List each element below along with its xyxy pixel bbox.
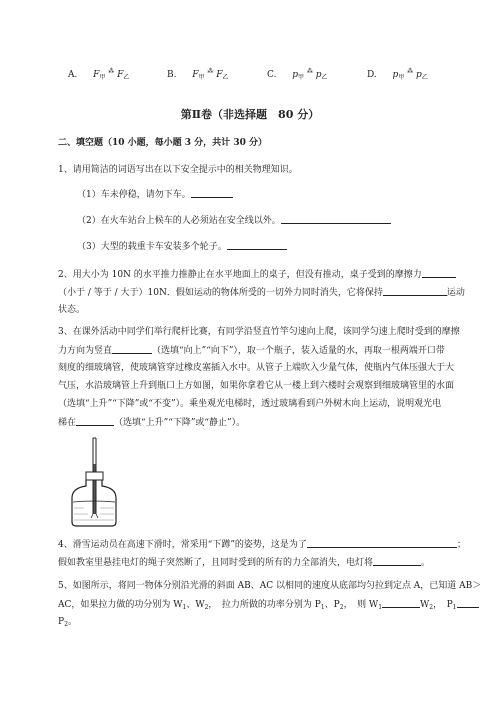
choice-var: p bbox=[292, 70, 298, 80]
choice-var: p bbox=[315, 70, 322, 80]
q5-text: ， P bbox=[433, 600, 453, 610]
answer-blank[interactable] bbox=[373, 556, 421, 566]
relation-symbol: ⁂ bbox=[207, 68, 214, 75]
q5-text: P bbox=[58, 617, 65, 627]
choice-var: p bbox=[392, 70, 399, 80]
subscript: 2 bbox=[64, 621, 68, 628]
q2-line-1 bbox=[58, 268, 456, 281]
answer-blank[interactable] bbox=[281, 214, 391, 224]
subscript: 1 bbox=[378, 604, 383, 611]
q3-line-5: （选填“上升”“下降”或“不变”）。乘坐观光电梯时，透过玻璃看到户外树木向上运动，说明观光电 bbox=[58, 399, 442, 409]
choice-subscript: 甲 bbox=[297, 74, 304, 81]
q5-line-3 bbox=[58, 616, 77, 631]
answer-blank[interactable] bbox=[382, 598, 420, 608]
subscript: 2 bbox=[339, 604, 344, 611]
q5-text: 。 bbox=[67, 617, 77, 627]
q3-line-1: 3、在课外活动中同学们举行爬杆比赛，有同学沿竖直竹竿匀速向上爬，该同学匀速上爬时受到的摩擦 bbox=[58, 327, 460, 337]
q4-text: ； bbox=[456, 540, 466, 550]
subscript: 1 bbox=[182, 604, 187, 611]
q1-item-1 bbox=[77, 188, 233, 201]
q5-text: ， 拉力所做的功率分别为 P bbox=[208, 600, 321, 610]
q3-text: （选填“上升”“下降”或“静止”）。 bbox=[114, 418, 246, 428]
choice-subscript: 乙 bbox=[321, 74, 328, 81]
q3-line-3: 刻度的细玻璃管，使玻璃管穿过橡皮塞插入水中。从管子上端吹入少量气体，使瓶内气体压强大于大 bbox=[58, 363, 455, 373]
choice-letter: B. bbox=[167, 70, 177, 80]
bottle-diagram bbox=[64, 436, 124, 528]
choice-var: F bbox=[192, 70, 199, 80]
choice-var: F bbox=[216, 70, 223, 80]
q3-line-2 bbox=[58, 344, 445, 357]
choice-letter: D. bbox=[367, 70, 377, 80]
answer-blank[interactable] bbox=[383, 286, 447, 296]
subscript: 1 bbox=[452, 604, 457, 611]
q1-stem: 1、请用简洁的词语写出在以下安全提示中的相关物理知识。 bbox=[58, 165, 298, 175]
answer-blank[interactable] bbox=[307, 538, 457, 548]
q5-line-1: 5、如图所示，将同一物体分别沿光滑的斜面 AB、AC 以相同的速度从底部均匀拉到定点 A，已知道 AB＞ bbox=[58, 581, 482, 591]
q3-line-4: 气压，水沿玻璃管上升到瓶口上方如图，如果你拿着它从一楼上到六楼时会观察到细玻璃管里的水面 bbox=[58, 381, 455, 391]
choice-subscript: 甲 bbox=[198, 74, 205, 81]
answer-blank[interactable] bbox=[112, 344, 152, 354]
q4-text: 。 bbox=[421, 558, 431, 568]
q2-text: 运动 bbox=[446, 288, 465, 298]
q1-item-3-text: （3）大型的载重卡车安装多个轮子。 bbox=[77, 242, 227, 252]
q4-text: 假如教室里悬挂电灯的绳子突然断了，且同时受到的所有的力全部消失，电灯将 bbox=[58, 558, 374, 568]
q3-text: （选填“向上”“向下”），取一个瓶子，装入适量的水，再取一根两端开口带 bbox=[152, 346, 445, 356]
q1-item-2-text: （2）在火车站台上候车的人必须站在安全线以外。 bbox=[77, 216, 281, 226]
q4-text: 4、滑雪运动员在高速下滑时，常采用“下蹲”的姿势，这是为了 bbox=[58, 540, 307, 550]
q3-text: 力方向为竖直 bbox=[58, 346, 113, 356]
section-title: 第Ⅱ卷（非选择题 80 分） bbox=[180, 108, 320, 121]
q1-item-3 bbox=[77, 240, 287, 253]
q5-text: 、P bbox=[324, 600, 340, 610]
answer-blank[interactable] bbox=[227, 240, 287, 250]
q1-item-2 bbox=[77, 214, 391, 227]
q2-line-3: 状态。 bbox=[58, 305, 86, 315]
subscript: 1 bbox=[320, 604, 325, 611]
choice-c bbox=[267, 68, 328, 81]
choice-subscript: 乙 bbox=[421, 74, 428, 81]
choice-letter: C. bbox=[267, 70, 277, 80]
choice-var: F bbox=[93, 70, 100, 80]
answer-blank[interactable] bbox=[76, 416, 114, 426]
answer-blank[interactable] bbox=[191, 188, 233, 198]
q5-text: W bbox=[420, 600, 430, 610]
answer-blank[interactable] bbox=[422, 268, 456, 278]
q5-text: AC，如果拉力做的功分别为 W bbox=[58, 600, 183, 610]
q4-line-2 bbox=[58, 556, 430, 569]
relation-symbol: ⁂ bbox=[407, 68, 414, 75]
q2-text: 2、用大小为 10N 的水平推力推静止在水平地面上的桌子，但没有推动，桌子受到的摩擦力 bbox=[58, 270, 422, 280]
choice-letter: A. bbox=[68, 70, 78, 80]
answer-blank[interactable] bbox=[457, 598, 479, 608]
choice-d bbox=[367, 68, 428, 81]
q3-text: 梯在 bbox=[58, 418, 77, 428]
relation-symbol: ⁂ bbox=[306, 68, 313, 75]
q2-text: （小于 / 等于 / 大于）10N．假如运动的物体所受的一切外力同时消失，它将保持 bbox=[58, 288, 383, 298]
relation-symbol: ⁂ bbox=[108, 68, 115, 75]
q4-line-1 bbox=[58, 538, 466, 551]
choice-subscript: 甲 bbox=[398, 74, 405, 81]
choice-subscript: 乙 bbox=[123, 74, 130, 81]
q1-item-1-text: （1）车未停稳，请勿下车。 bbox=[77, 190, 191, 200]
q5-text: ， 则 W bbox=[343, 600, 379, 610]
q3-line-6 bbox=[58, 416, 245, 429]
subscript: 2 bbox=[429, 604, 434, 611]
subscript: 2 bbox=[204, 604, 209, 611]
choice-var: F bbox=[117, 70, 124, 80]
choice-subscript: 乙 bbox=[222, 74, 229, 81]
choice-var: p bbox=[416, 70, 422, 80]
section-heading: 二、填空题（10 小题，每小题 3 分，共计 30 分） bbox=[58, 138, 267, 148]
q5-text: 、W bbox=[186, 600, 205, 610]
rubber-stopper bbox=[86, 472, 103, 480]
choice-b bbox=[167, 68, 229, 81]
q5-line-2 bbox=[58, 598, 479, 614]
choice-a bbox=[68, 68, 129, 81]
choice-subscript: 甲 bbox=[99, 74, 106, 81]
q2-line-2 bbox=[58, 286, 465, 299]
